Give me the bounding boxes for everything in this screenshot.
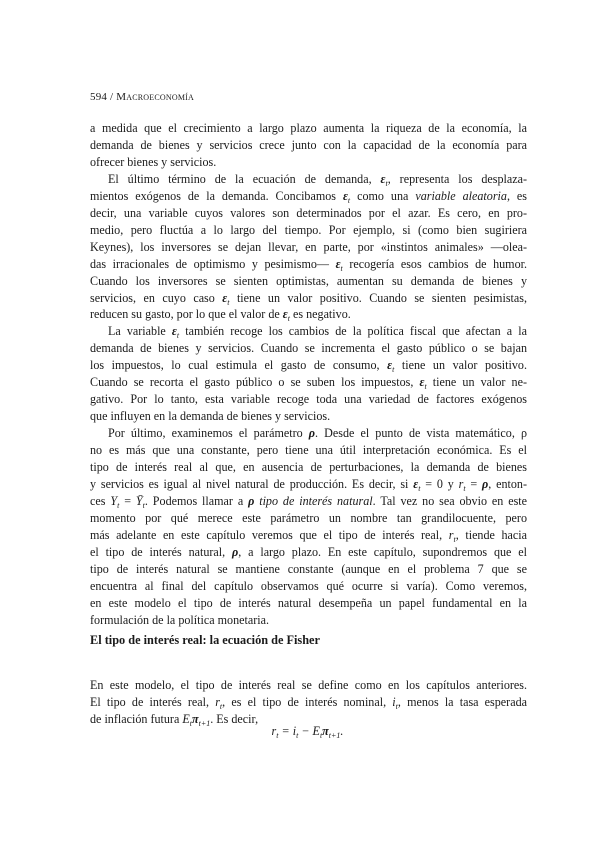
text-line: medio, pero fluctúa a lo largo del tiempo. Por ejemplo, si (como bien sugiriera bbox=[90, 222, 527, 237]
text-line: servicios, en cuyo caso $\varepsilon_t$ tiene un valor positivo. Cuando se sienten pesimistas, bbox=[90, 290, 527, 307]
text-line: ofrecer bienes y servicios. bbox=[90, 154, 217, 169]
text-line: Por último, examinemos el parámetro ρ. Desde el punto de vista matemático, ρ bbox=[108, 426, 527, 441]
paragraph bbox=[90, 323, 527, 425]
section-heading: El tipo de interés real: la ecuación de Fisher bbox=[90, 633, 320, 647]
text-line: decir, una variable cuyos valores son determinados por el azar. Es cero, en pro- bbox=[90, 205, 527, 220]
text-line: mientos exógenos de la demanda. Concibamos $\varepsilon_t$ como una variable aleatoria, es bbox=[90, 188, 528, 205]
running-head-separator: / bbox=[107, 91, 117, 103]
text-line: Keynes), los inversores se dejan llevar, en parte, por «instintos animales» —olea- bbox=[90, 239, 527, 254]
body-text bbox=[90, 120, 527, 629]
text-line: encuentra al final del capítulo observamos qué ocurre si varía). Como veremos, bbox=[90, 578, 527, 593]
text-line: y servicios es igual al nivel natural de producción. Es decir, si $\varepsilon_t = 0$ y $r_t = \rho$, enton- bbox=[90, 477, 527, 494]
paragraph bbox=[90, 171, 527, 324]
text-line: demanda de bienes y servicios crece junto con la capacidad de la economía para bbox=[90, 137, 527, 152]
text-line: en este modelo el tipo de interés natural desempeña un papel fundamental en la bbox=[90, 595, 527, 610]
text-line: tipo de interés natural se mantiene constante (aunque en el problema 7 que se bbox=[90, 561, 527, 576]
text-line: En este modelo, el tipo de interés real se define como en los capítulos anteriores. bbox=[90, 678, 527, 693]
text-line: El último término de la ecuación de demanda, $\varepsilon_t$, representa los desplaza- bbox=[108, 171, 527, 188]
text-line: das irracionales de optimismo y pesimismo— $\varepsilon_t$ recogería esos cambios de humor. bbox=[90, 256, 527, 273]
text-line: gativo. Por lo tanto, esta variable recoge toda una variedad de factores exógenos bbox=[90, 392, 527, 407]
text-line: Cuando se recorta el gasto público o se suben los impuestos, $\varepsilon_t$ tiene un valor ne- bbox=[90, 375, 527, 392]
text-line: los impuestos, lo cual estimula el gasto de consumo, $\varepsilon_t$ tiene un valor positivo. bbox=[90, 358, 527, 375]
fisher-equation: $r_t = i_t - E_t\pi_{t+1}$. bbox=[271, 724, 344, 740]
text-line: no es más que una constante, pero tiene una útil interpretación económica. Es el bbox=[90, 443, 527, 458]
text-line: ces $Y_t$ = $Ȳ_t$. Podemos llamar a ρ tipo de interés natural. Tal vez no sea obvio en este bbox=[90, 493, 527, 510]
text-line: tipo de interés real al que, en ausencia de perturbaciones, la demanda de bienes bbox=[90, 460, 527, 475]
text-line: demanda de bienes y servicios. Cuando se incrementa el gasto público o se bajan bbox=[90, 341, 527, 356]
text-line: Cuando los inversores se sienten optimistas, aumentan su demanda de bienes y bbox=[90, 273, 527, 288]
text-line: formulación de la política monetaria. bbox=[90, 612, 269, 627]
paragraph bbox=[90, 677, 527, 728]
text-line: más adelante en este capítulo veremos que el tipo de interés real, $r_t$, tiende hacia bbox=[90, 527, 527, 544]
text-line: La variable $\varepsilon_t$ también recoge los cambios de la política fiscal que afectan a la bbox=[108, 324, 527, 341]
paragraph bbox=[90, 120, 527, 171]
paragraph bbox=[90, 425, 527, 628]
text-line: El tipo de interés real, $r_t$, es el tipo de interés nominal, $i_t$, menos la tasa esperada bbox=[90, 695, 527, 712]
page-number: 594 bbox=[90, 91, 108, 103]
text-line: el tipo de interés natural, ρ, a largo plazo. En este capítulo, supondremos que el bbox=[90, 544, 527, 559]
text-line: reducen su gasto, por lo que el valor de $\varepsilon_t$ es negativo. bbox=[90, 307, 351, 324]
text-line: de inflación futura $E_t\pi_{t+1}$. Es decir, bbox=[90, 712, 259, 728]
text-line: que influyen en la demanda de bienes y servicios. bbox=[90, 409, 331, 424]
text-line: momento por qué merece este parámetro un nombre tan grandilocuente, pero bbox=[90, 510, 527, 525]
book-title: Macroeconomía bbox=[116, 91, 194, 103]
running-head bbox=[90, 91, 194, 103]
text-line: a medida que el crecimiento a largo plazo aumenta la riqueza de la economía, la bbox=[90, 121, 527, 135]
